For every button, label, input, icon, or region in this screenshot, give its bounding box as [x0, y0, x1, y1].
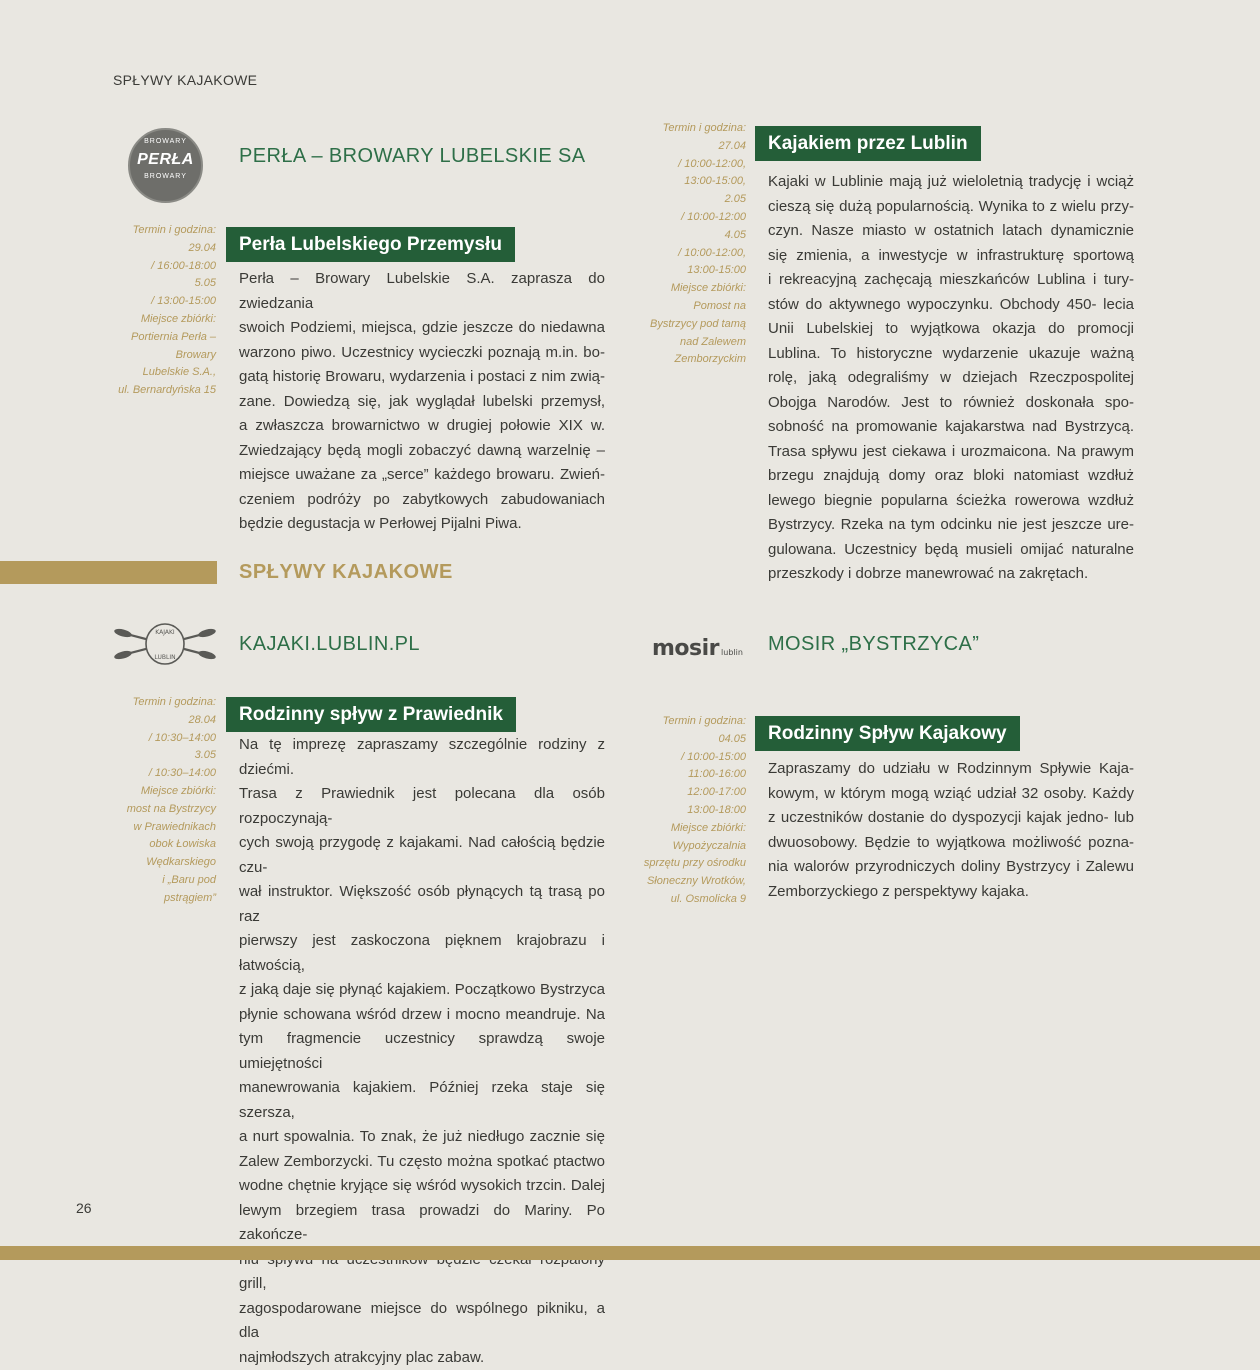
- text-line: a zwłaszcza browarnictwo w drugiej połowie XIX w.: [239, 414, 605, 439]
- text-line: w Prawiednikach: [100, 819, 216, 837]
- text-line: / 10:00-12:00: [630, 209, 746, 227]
- text-line: / 16:00-18:00: [100, 258, 216, 276]
- text-line: lewego biegnie popularna ścieżka rowerowa wzdłuż: [768, 489, 1134, 514]
- text-line: 13:00-15:00: [630, 262, 746, 280]
- text-line: najmłodszych atrakcyjny plac zabaw.: [239, 1346, 605, 1370]
- text-line: z uczestników dostanie do dyspozycji kajak jedno- lub: [768, 806, 1134, 831]
- text-line: Termin i godzina:: [630, 120, 746, 138]
- perla-org-title: PERŁA – BROWARY LUBELSKIE SA: [239, 145, 586, 168]
- text-line: Perła – Browary Lubelskie S.A. zaprasza do zwiedzania: [239, 267, 605, 316]
- text-line: dwuosobowy. Będzie to wyjątkowa możliwość pozna-: [768, 831, 1134, 856]
- text-line: obok Łowiska: [100, 836, 216, 854]
- text-line: Zemborzyckiego z perspektywy kajaka.: [768, 880, 1134, 905]
- section-bar: [0, 561, 217, 584]
- perla-logo: [128, 128, 203, 203]
- text-line: Wędkarskiego: [100, 854, 216, 872]
- kajakiem-body: [768, 170, 1134, 587]
- text-line: czyn. Nasze miasto w ostatnich latach dynamicznie: [768, 219, 1134, 244]
- section-title: SPŁYWY KAJAKOWE: [239, 561, 453, 584]
- text-line: / 10:30–14:00: [100, 730, 216, 748]
- kajaki-body: [239, 733, 605, 1370]
- perla-meta: [100, 222, 216, 400]
- perla-body: [239, 267, 605, 537]
- kajaki-logo: [113, 618, 217, 670]
- text-line: manewrowania kajakiem. Później rzeka staje się szersza,: [239, 1076, 605, 1125]
- text-line: cych swoją przygodę z kajakami. Nad całością będzie czu-: [239, 831, 605, 880]
- text-line: zagospodarowane miejsce do wspólnego pikniku, a dla: [239, 1297, 605, 1346]
- text-line: Termin i godzina:: [100, 694, 216, 712]
- text-line: Kajaki w Lublinie mają już wieloletnią tradycję i wciąż: [768, 170, 1134, 195]
- kajaki-meta: [100, 694, 216, 908]
- mosir-logo: [652, 636, 743, 661]
- text-line: / 10:00-15:00: [630, 749, 746, 767]
- text-line: 3.05: [100, 747, 216, 765]
- text-line: Obojga Narodów. Jest to również doskonała spo-: [768, 391, 1134, 416]
- text-line: gatą historię Browaru, wydarzenia i postaci z nim zwią-: [239, 365, 605, 390]
- text-line: Portiernia Perła –: [100, 329, 216, 347]
- text-line: przeszkody i dobrze manewrować na zakrętach.: [768, 562, 1134, 587]
- text-line: pstrągiem”: [100, 890, 216, 908]
- text-line: Pomost na: [630, 298, 746, 316]
- text-line: a nurt spowalnia. To znak, że już niedługo zacznie się: [239, 1125, 605, 1150]
- mosir-meta: [630, 713, 746, 909]
- text-line: grill,: [239, 1248, 605, 1297]
- text-line: stów do aktywnego wypoczynku. Obchody 450- lecia: [768, 293, 1134, 318]
- running-head: SPŁYWY KAJAKOWE: [113, 72, 257, 88]
- perla-logo-mid: PERŁA: [130, 151, 201, 169]
- text-line: kowym, w którym mogą wziąć udział 32 osoby. Każdy: [768, 782, 1134, 807]
- text-line: sobność na promowanie kajakarstwa nad Bystrzycą.: [768, 415, 1134, 440]
- text-line: lewym brzegiem trasa prowadzi do Mariny. Po zakończe-: [239, 1199, 605, 1248]
- text-line: warzono piwo. Uczestnicy wycieczki poznają m.in. bo-: [239, 341, 605, 366]
- text-line: tym fragmencie uczestnicy sprawdzą swoje umiejętności: [239, 1027, 605, 1076]
- mosir-logo-sub: lublin: [721, 648, 743, 657]
- text-line: Miejsce zbiórki:: [100, 783, 216, 801]
- text-line: Na tę imprezę zapraszamy szczególnie rodziny z dziećmi.: [239, 733, 605, 782]
- text-line: Słoneczny Wrotków,: [630, 873, 746, 891]
- page-number: 26: [76, 1200, 92, 1216]
- text-line: most na Bystrzycy: [100, 801, 216, 819]
- perla-logo-top: BROWARY: [130, 138, 201, 145]
- text-line: Zalew Zemborzycki. Tu często można spotkać ptactwo: [239, 1150, 605, 1175]
- text-line: i rekreacyjną zachęcają mieszkańców Lublina i tury-: [768, 268, 1134, 293]
- text-line: swoich Podziemi, miejsca, gdzie jeszcze do niedawna: [239, 316, 605, 341]
- text-line: Wypożyczalnia: [630, 838, 746, 856]
- text-line: sprzętu przy ośrodku: [630, 855, 746, 873]
- text-line: Lubelskie S.A.,: [100, 364, 216, 382]
- text-line: nad Zalewem: [630, 334, 746, 352]
- text-line: brzegu znajdują domy oraz bloki natomiast wzdłuż: [768, 464, 1134, 489]
- text-line: Unii Lubelskiej to wyjątkowa okazja do promocji: [768, 317, 1134, 342]
- text-line: Trasa spływu jest ciekawa i urozmaicona. Na prawym: [768, 440, 1134, 465]
- text-line: Miejsce zbiórki:: [630, 820, 746, 838]
- text-line: 13:00-18:00: [630, 802, 746, 820]
- text-line: / 10:30–14:00: [100, 765, 216, 783]
- text-line: cieszą się dużą popularnością. Wynika to z wielu przy-: [768, 195, 1134, 220]
- text-line: Zapraszamy do udziału w Rodzinnym Spływie Kaja-: [768, 757, 1134, 782]
- text-line: płynie schowana wśród drzew i mocno meandruje. Na: [239, 1003, 605, 1028]
- text-line: 27.04: [630, 138, 746, 156]
- kajaki-org-title: KAJAKI.LUBLIN.PL: [239, 633, 420, 656]
- text-line: Miejsce zbiórki:: [100, 311, 216, 329]
- text-line: się zmienia, a inwestycje w infrastrukturę sportową: [768, 244, 1134, 269]
- text-line: nia walorów przyrodniczych doliny Bystrzycy i Zalewu: [768, 855, 1134, 880]
- kajakiem-meta: [630, 120, 746, 369]
- text-line: Termin i godzina:: [630, 713, 746, 731]
- text-line: gulowana. Uczestnicy będą musieli omijać naturalne: [768, 538, 1134, 563]
- text-line: pierwszy jest zaskoczona pięknem krajobrazu i łatwością,: [239, 929, 605, 978]
- text-line: Browary: [100, 347, 216, 365]
- text-line: Zemborzyckim: [630, 351, 746, 369]
- text-line: 28.04: [100, 712, 216, 730]
- text-line: Bystrzycy pod tamą: [630, 316, 746, 334]
- mosir-org-title: MOSIR „BYSTRZYCA”: [768, 633, 979, 656]
- perla-logo-bot: BROWARY: [130, 173, 201, 180]
- text-line: 11:00-16:00: [630, 766, 746, 784]
- kajaki-logo-bot: LUBLIN: [154, 654, 175, 661]
- text-line: rolę, jaką odegraliśmy w dziejach Rzeczpospolitej: [768, 366, 1134, 391]
- mosir-event-title: Rodzinny Spływ Kajakowy: [755, 716, 1020, 751]
- text-line: / 10:00-12:00,: [630, 156, 746, 174]
- text-line: 13:00-15:00,: [630, 173, 746, 191]
- text-line: Termin i godzina:: [100, 222, 216, 240]
- text-line: Lublina. To historyczne wydarzenie ukazuje ważną: [768, 342, 1134, 367]
- text-line: wał instruktor. Większość osób płynących tą trasą po raz: [239, 880, 605, 929]
- text-line: Trasa z Prawiednik jest polecana dla osób rozpoczynają-: [239, 782, 605, 831]
- text-line: wodne chętnie kryjące się wśród wysokich trzcin. Dalej: [239, 1174, 605, 1199]
- mosir-logo-main: mosir: [652, 636, 719, 661]
- bottom-bar: [0, 1246, 1260, 1260]
- text-line: miejsce uważane za „serce” każdego browaru. Zwień-: [239, 463, 605, 488]
- text-line: czeniem podróży po zabytkowych zabudowaniach: [239, 488, 605, 513]
- text-line: / 10:00-12:00,: [630, 245, 746, 263]
- text-line: ul. Bernardyńska 15: [100, 382, 216, 400]
- text-line: 5.05: [100, 275, 216, 293]
- text-line: 04.05: [630, 731, 746, 749]
- text-line: Zwiedzający będą mogli zobaczyć dawną warzelnię –: [239, 439, 605, 464]
- text-line: zane. Dowiedzą się, jak wyglądał lubelski przemysł,: [239, 390, 605, 415]
- text-line: ul. Osmolicka 9: [630, 891, 746, 909]
- kajaki-event-title: Rodzinny spływ z Prawiednik: [226, 697, 516, 732]
- text-line: Bystrzycy. Rzeka na tym odcinku nie jest jeszcze ure-: [768, 513, 1134, 538]
- kajakiem-event-title: Kajakiem przez Lublin: [755, 126, 981, 161]
- text-line: Miejsce zbiórki:: [630, 280, 746, 298]
- perla-event-title: Perła Lubelskiego Przemysłu: [226, 227, 515, 262]
- text-line: 29.04: [100, 240, 216, 258]
- text-line: będzie degustacja w Perłowej Pijalni Piwa.: [239, 512, 605, 537]
- text-line: 12:00-17:00: [630, 784, 746, 802]
- mosir-body: [768, 757, 1134, 904]
- kajaki-logo-top: KAJAKI: [155, 629, 175, 636]
- text-line: z jaką daje się płynąć kajakiem. Początkowo Bystrzyca: [239, 978, 605, 1003]
- text-line: 2.05: [630, 191, 746, 209]
- text-line: / 13:00-15:00: [100, 293, 216, 311]
- text-line: i „Baru pod: [100, 872, 216, 890]
- text-line: 4.05: [630, 227, 746, 245]
